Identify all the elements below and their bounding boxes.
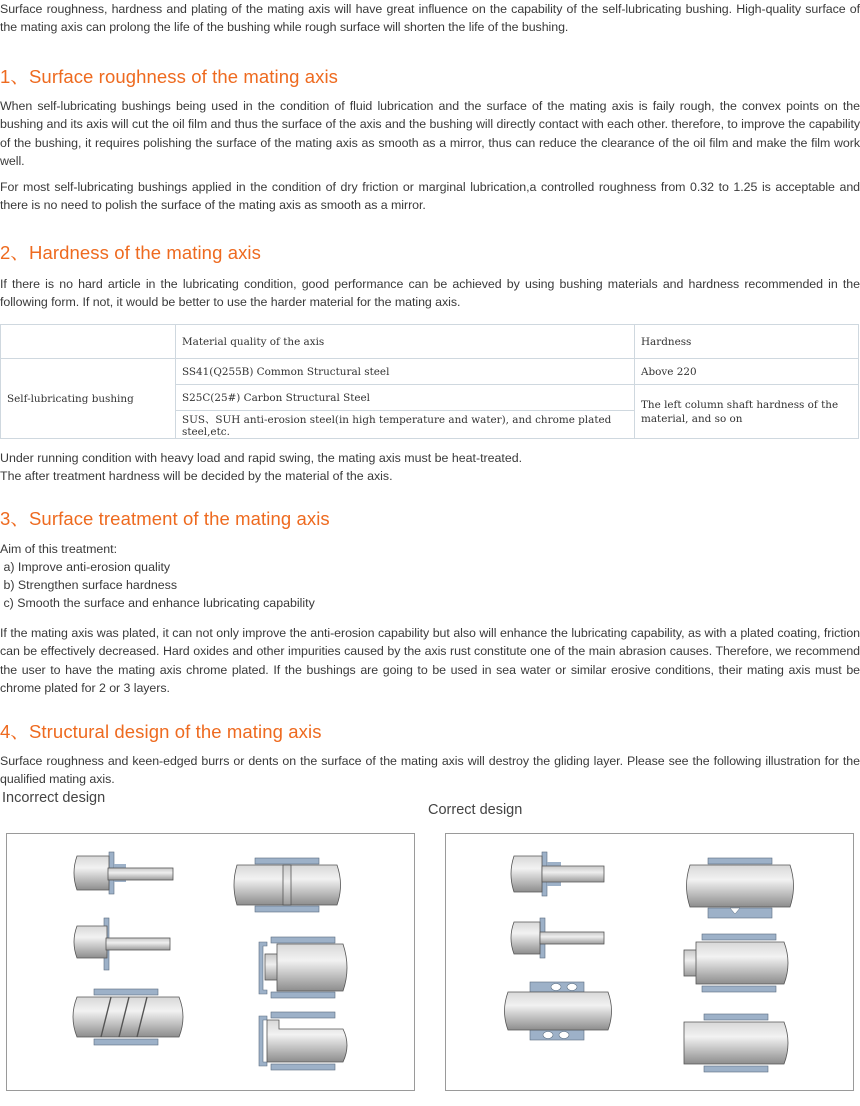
shaft-shoulder-icon: [511, 852, 604, 896]
heat-treat-line-2: The after treatment hardness will be decided by the material of the axis.: [0, 469, 393, 483]
aim-item: b) Strengthen surface hardness: [0, 578, 178, 592]
shaft-shoulder-icon: [511, 918, 604, 958]
incorrect-design-figure: [6, 833, 415, 1091]
incorrect-design-label: Incorrect design: [2, 790, 106, 806]
table-header-row: [1, 325, 859, 359]
shaft-shoulder-icon: [74, 918, 170, 970]
shaft-step-icon: [259, 937, 347, 998]
shaft-step-icon: [259, 1012, 347, 1070]
table-cell-material: S25C(25#) Carbon Structural Steel: [176, 385, 635, 411]
section1-title: 1、Surface roughness of the mating axis: [0, 66, 339, 87]
incorrect-design-illustration: [7, 834, 414, 1090]
section4-title: 4、Structural design of the mating axis: [0, 721, 322, 742]
shaft-shoulder-icon: [74, 852, 173, 894]
section4-paragraph: Surface roughness and keen-edged burrs or dents on the surface of the mating axis will destroy the gliding layer. Please see the following illustration for the qualified mating axis.: [0, 754, 860, 787]
table-header-material: Material quality of the axis: [176, 325, 635, 359]
table-cell-hardness: The left column shaft hardness of the material, and so on: [635, 385, 859, 439]
correct-design-label: Correct design: [428, 802, 523, 818]
shaft-bushing-icon: [684, 934, 788, 992]
heat-treat-line-1: Under running condition with heavy load and rapid swing, the mating axis must be heat-treated.: [0, 451, 523, 465]
section2-title: 2、Hardness of the mating axis: [0, 242, 261, 263]
threaded-shaft-icon: [73, 989, 183, 1045]
table-cell-material: SS41(Q255B) Common Structural steel: [176, 359, 635, 385]
correct-design-illustration: [446, 834, 853, 1090]
shaft-bushing-icon: [684, 1014, 788, 1072]
section1-paragraph-1: When self-lubricating bushings being used in the condition of fluid lubrication and the surface of the mating axis is faily rough, the convex points on the bushing and its axis will cut the oil film and thus the surface of the axis and the bushing will directly contact with each other. therefore, to improve the capability of the bushing, it requires polishing the surface of the mating axis as smooth as a mirror, thus can reduce the clearance of the oil film and make the film work well.: [0, 99, 860, 169]
table-header-empty: [1, 325, 176, 359]
shaft-bushing-icon: [687, 858, 794, 918]
section2-paragraph: If there is no hard article in the lubricating condition, good performance can be achieved by using bushing materials and hardness recommended in the following form. If not, it would be better to use the harder material for the mating axis.: [0, 277, 860, 310]
aim-item: c) Smooth the surface and enhance lubricating capability: [0, 596, 315, 610]
table-cell-hardness: Above 220: [635, 359, 859, 385]
aim-item: a) Improve anti-erosion quality: [0, 560, 171, 574]
section1-paragraph-2: For most self-lubricating bushings applied in the condition of dry friction or marginal lubrication,a controlled roughness from 0.32 to 1.25 is acceptable and there is no need to polish the surface of the mating axis as smooth as a mirror.: [0, 180, 860, 213]
section3-title: 3、Surface treatment of the mating axis: [0, 508, 330, 529]
table-row: [1, 359, 859, 385]
table-row-label: Self-lubricating bushing: [1, 359, 176, 439]
table-header-hardness: Hardness: [635, 325, 859, 359]
shaft-groove-icon: [234, 858, 341, 912]
shaft-grooved-bushing-icon: [505, 982, 612, 1040]
table-cell-material: SUS、SUH anti-erosion steel(in high temperature and water), and chrome plated steel,etc.: [176, 411, 635, 439]
section3-paragraph: If the mating axis was plated, it can not only improve the anti-erosion capability but also will enhance the lubricating capability, as with a plated coating, friction can be effectively decreased. Hard oxides and other impurities caused by the axis rust constitute one of the main abrasion causes. Therefore, we recommend the user to have the mating axis chrome plated. If the bushings are going to be used in sea water or similar erosive conditions, their mating axis must be chrome plated for 2 or 3 layers.: [0, 626, 860, 696]
correct-design-figure: [445, 833, 854, 1091]
intro-paragraph: Surface roughness, hardness and plating of the mating axis will have great influence on the capability of the self-lubricating bushing. High-quality surface of the mating axis can prolong the life of the bushing while rough surface will shorten the life of the bushing.: [0, 2, 860, 35]
hardness-table: [0, 324, 859, 439]
aim-label: Aim of this treatment:: [0, 542, 118, 556]
